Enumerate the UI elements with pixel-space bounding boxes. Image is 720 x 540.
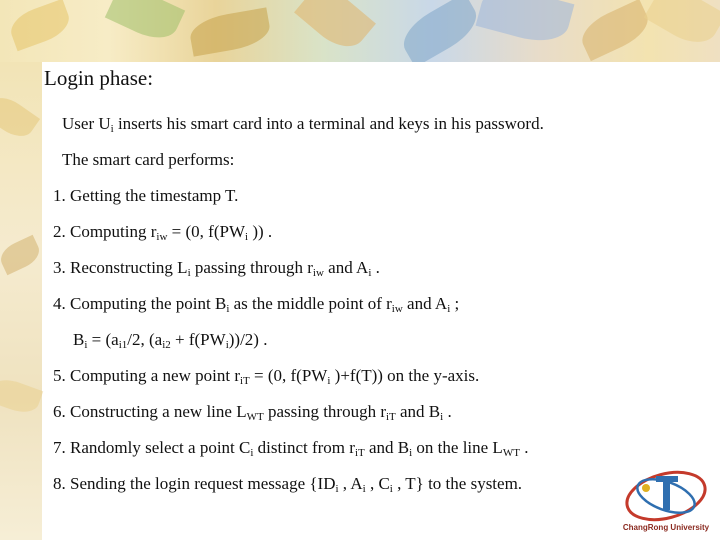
subscript: i	[335, 483, 339, 495]
text-line	[53, 402, 452, 422]
subscript: i	[250, 447, 254, 459]
text-line	[53, 474, 522, 494]
text-line	[53, 258, 380, 278]
text-segment: B	[73, 330, 85, 349]
text-segment: passing through r	[263, 402, 386, 421]
subscript: iw	[156, 231, 168, 243]
leaf-decoration	[187, 7, 272, 56]
leaf-decoration	[0, 235, 44, 275]
text-line	[62, 150, 234, 170]
text-segment: /2, (a	[127, 330, 163, 349]
subscript: iT	[385, 411, 396, 423]
subscript: i	[225, 339, 229, 351]
subscript: WT	[246, 411, 264, 423]
text-segment: inserts his smart card into a terminal and keys in his password.	[113, 114, 544, 133]
text-segment: ;	[450, 294, 460, 313]
text-segment: User U	[62, 114, 111, 133]
subscript: i	[440, 411, 444, 423]
subscript: iw	[312, 267, 324, 279]
subscript: i	[110, 123, 114, 135]
text-segment: 7. Randomly select a point C	[53, 438, 251, 457]
subscript: i	[389, 483, 393, 495]
subscript: i	[187, 267, 191, 279]
text-segment: = (0, f(PW	[249, 366, 328, 385]
text-segment: and A	[323, 258, 369, 277]
leaf-decoration	[395, 0, 484, 62]
text-segment: as the middle point of r	[229, 294, 392, 313]
text-segment: .	[371, 258, 380, 277]
text-segment: 2. Computing r	[53, 222, 157, 241]
leaf-decoration	[576, 0, 655, 61]
text-segment: )) .	[248, 222, 273, 241]
text-segment: 4. Computing the point B	[53, 294, 227, 313]
text-segment: , T} to the system.	[392, 474, 523, 493]
text-segment: 5. Computing a new point r	[53, 366, 240, 385]
text-segment: and B	[395, 402, 441, 421]
text-segment: 6. Constructing a new line L	[53, 402, 247, 421]
text-segment: The smart card performs:	[62, 150, 235, 169]
leaf-decoration	[6, 0, 74, 51]
subscript: i2	[162, 339, 171, 351]
slide-title: Login phase:	[44, 66, 154, 90]
text-segment: distinct from r	[253, 438, 355, 457]
text-segment: = (0, f(PW	[167, 222, 245, 241]
decorative-banner	[0, 0, 720, 62]
subscript: i	[368, 267, 372, 279]
text-line	[73, 330, 267, 350]
subscript: iT	[354, 447, 365, 459]
subscript: i	[245, 231, 249, 243]
logo-text: ChangRong University	[622, 523, 710, 532]
text-segment: .	[519, 438, 529, 457]
text-line	[53, 438, 528, 458]
text-line	[53, 186, 238, 206]
subscript: i1	[118, 339, 128, 351]
subscript: i	[447, 303, 451, 315]
text-segment: and A	[402, 294, 448, 313]
subscript: i	[409, 447, 413, 459]
leaf-decoration	[644, 0, 720, 53]
leaf-decoration	[0, 90, 40, 143]
leaf-decoration	[294, 0, 376, 57]
text-line	[53, 294, 459, 314]
subscript: iT	[239, 375, 250, 387]
university-logo	[620, 466, 712, 536]
text-segment: ))/2) .	[228, 330, 268, 349]
text-segment: + f(PW	[170, 330, 226, 349]
text-segment: passing through r	[190, 258, 313, 277]
text-segment: = (a	[87, 330, 119, 349]
text-segment: , A	[338, 474, 363, 493]
leaf-decoration	[105, 0, 185, 47]
subscript: iw	[391, 303, 403, 315]
subscript: i	[327, 375, 331, 387]
text-line	[53, 366, 479, 386]
subscript: WT	[502, 447, 520, 459]
text-line	[62, 114, 544, 134]
text-line	[53, 222, 272, 242]
subscript: i	[226, 303, 230, 315]
text-segment: 8. Sending the login request message {ID	[53, 474, 336, 493]
subscript: i	[362, 483, 366, 495]
subscript: i	[84, 339, 88, 351]
text-segment: and B	[364, 438, 410, 457]
text-segment: 1. Getting the timestamp T.	[53, 186, 239, 205]
text-segment: )+f(T)) on the y-axis.	[330, 366, 480, 385]
text-segment: , C	[365, 474, 390, 493]
text-segment: .	[443, 402, 452, 421]
leaf-decoration	[0, 374, 43, 417]
text-segment: on the line L	[412, 438, 503, 457]
text-segment: 3. Reconstructing L	[53, 258, 188, 277]
decorative-left-strip	[0, 62, 42, 540]
leaf-decoration	[476, 0, 575, 49]
